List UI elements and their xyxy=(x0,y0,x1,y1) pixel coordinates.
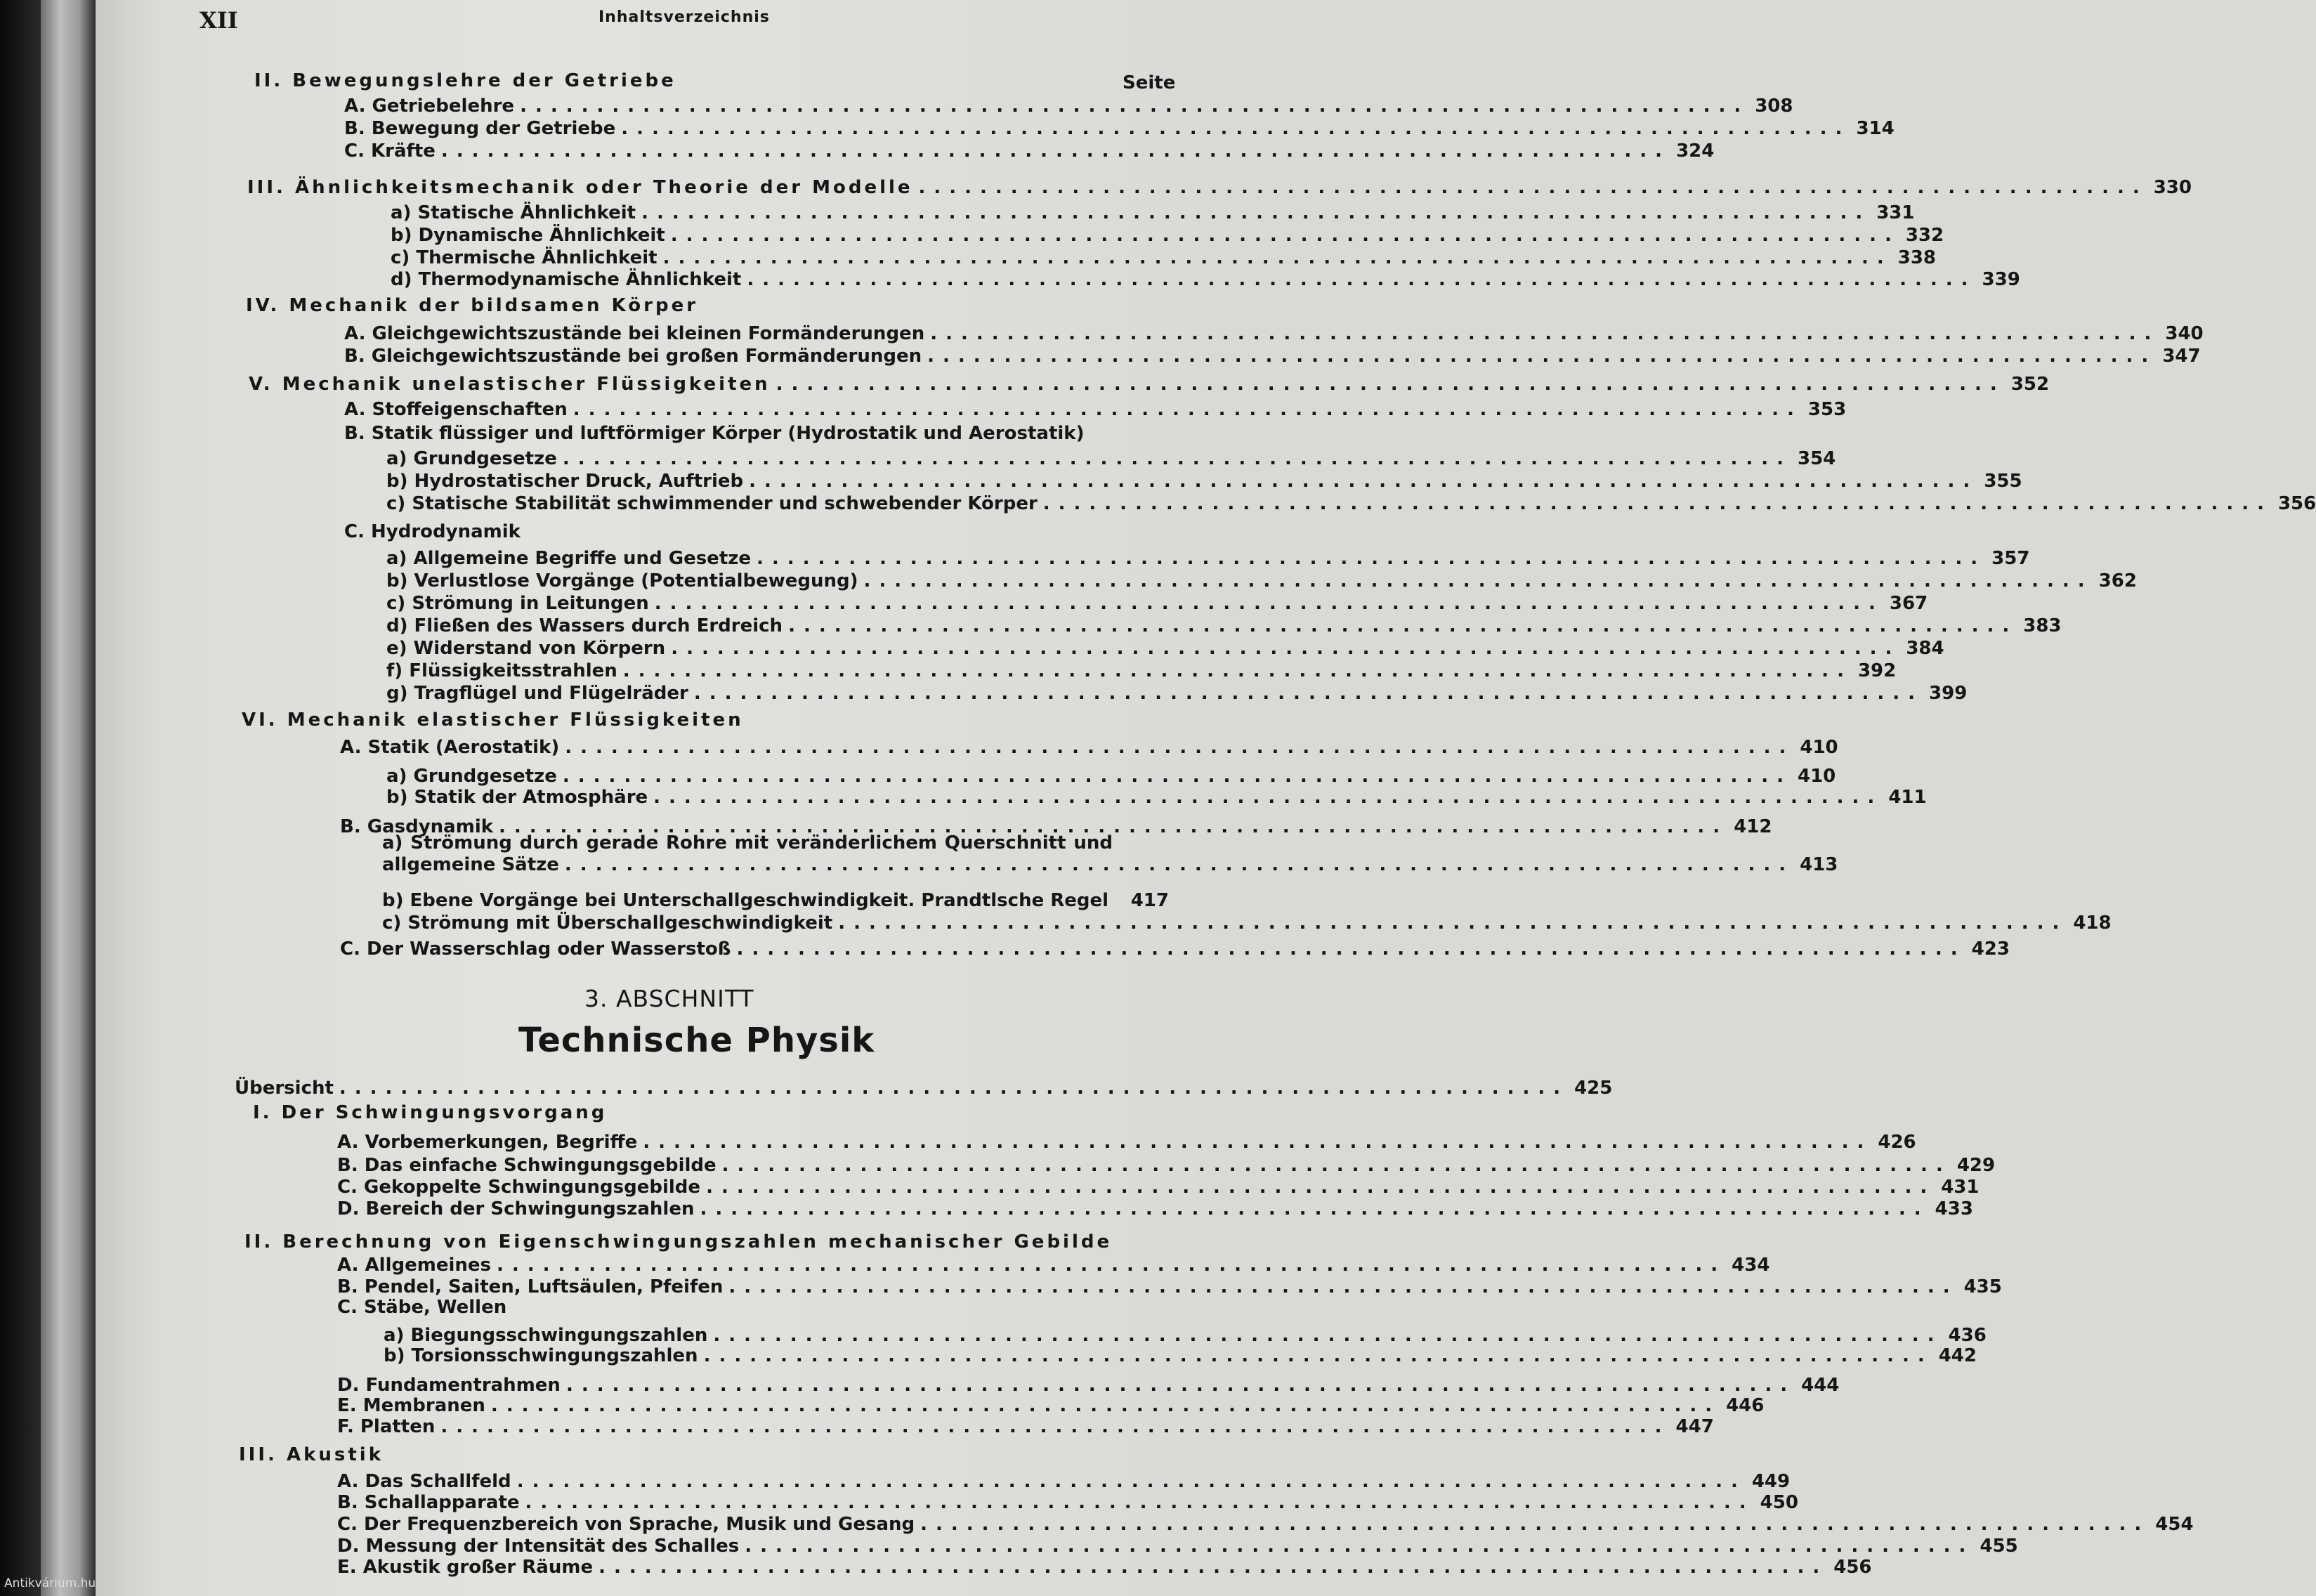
toc-entry-label-line2: allgemeine Sätze xyxy=(382,854,559,875)
leader-dots: ................................................................................ xyxy=(339,1078,1569,1099)
toc-entry-page: 357 xyxy=(1991,548,2030,569)
toc-entry-label: A. Allgemeines xyxy=(337,1255,491,1276)
toc-heading: III. Akustik xyxy=(239,1444,384,1465)
leader-dots: ................................................................................ xyxy=(703,1345,1933,1366)
toc-entry-page: 332 xyxy=(1905,225,1944,246)
leader-dots: ................................................................................ xyxy=(643,1132,1873,1153)
toc-heading-entry xyxy=(249,372,2050,396)
toc-entry xyxy=(340,735,1838,759)
toc-entry-label: a) Statische Ähnlichkeit xyxy=(391,202,636,223)
toc-entry xyxy=(337,1153,1996,1177)
leader-dots: ................................................................................ xyxy=(920,1514,2150,1535)
toc-entry-label-line1: a) Strömung durch gerade Rohre mit veränderlichem Querschnitt und xyxy=(382,832,1113,853)
leader-dots: ................................................................................ xyxy=(564,854,1795,875)
leader-dots: ................................................................................ xyxy=(562,766,1792,787)
toc-entry-label: B. Schallapparate xyxy=(337,1492,520,1513)
toc-entry-label: b) Statik der Atmosphäre xyxy=(386,787,648,808)
toc-entry xyxy=(337,1253,1770,1277)
toc-entry xyxy=(391,201,1915,225)
toc-entry xyxy=(337,1197,1973,1221)
leader-dots: ................................................................................ xyxy=(499,816,1729,837)
toc-entry-wrapped xyxy=(382,832,1838,876)
toc-entry-label: B. Bewegung der Getriebe xyxy=(344,118,616,139)
leader-dots: ................................................................................ xyxy=(776,374,2006,395)
toc-entry xyxy=(344,94,1793,118)
toc-entry xyxy=(337,1175,1980,1199)
leader-dots: ................................................................................ xyxy=(728,1276,1958,1297)
leader-dots: ................................................................................ xyxy=(440,140,1671,162)
leader-dots: ................................................................................ xyxy=(838,913,2068,934)
toc-entry-label: F. Platten xyxy=(337,1416,436,1437)
leader-dots: ................................................................................ xyxy=(662,247,1892,268)
toc-entry-page: 338 xyxy=(1897,247,1937,268)
toc-entry-label: D. Fundamentrahmen xyxy=(337,1375,561,1396)
toc-entry-label: D. Messung der Intensität des Schalles xyxy=(337,1536,740,1557)
toc-heading: II. Bewegungslehre der Getriebe xyxy=(254,70,676,91)
toc-heading: VI. Mechanik elastischer Flüssigkeiten xyxy=(242,709,744,731)
toc-entry-page: 330 xyxy=(2153,177,2192,198)
book-binding xyxy=(0,0,41,1596)
toc-entry xyxy=(344,421,1169,445)
leader-dots: ................................................................................ xyxy=(641,202,1871,223)
leader-dots: ................................................................................ xyxy=(520,96,1750,117)
toc-entry xyxy=(344,139,1715,163)
toc-heading: II. Berechnung von Eigenschwingungszahlen mechanischer Gebilde xyxy=(244,1231,1113,1252)
toc-entry-page: 446 xyxy=(1726,1395,1765,1416)
toc-entry-label: C. Stäbe, Wellen xyxy=(337,1297,507,1318)
toc-entry-label: A. Gleichgewichtszustände bei kleinen Formänderungen xyxy=(344,323,925,344)
toc-entry-page: 411 xyxy=(1888,787,1927,808)
toc-entry-label: C. Der Wasserschlag oder Wasserstoß xyxy=(340,938,731,960)
toc-entry xyxy=(384,1344,1977,1368)
leader-dots: ................................................................................ xyxy=(440,1416,1670,1437)
leader-dots: ................................................................................ xyxy=(562,448,1792,469)
leader-dots: ................................................................................ xyxy=(654,593,1884,614)
toc-entry-page: 367 xyxy=(1889,593,1928,614)
leader-dots: ................................................................................ xyxy=(573,399,1803,420)
leader-dots: ................................................................................ xyxy=(700,1198,1930,1219)
toc-entry-page: 436 xyxy=(1948,1325,1987,1346)
leader-dots: ................................................................................ xyxy=(516,1471,1746,1492)
leader-dots: ................................................................................ xyxy=(757,548,1987,569)
leader-dots: ................................................................................ xyxy=(1042,493,2272,514)
toc-entry xyxy=(386,614,2062,638)
toc-entry-label: a) Grundgesetze xyxy=(386,766,557,787)
toc-entry-page: 442 xyxy=(1938,1345,1977,1366)
toc-entry-label: C. Der Frequenzbereich von Sprache, Musik und Gesang xyxy=(337,1514,915,1535)
toc-entry-page: 331 xyxy=(1876,202,1915,223)
leader-dots: ................................................................................ xyxy=(565,1375,1796,1396)
toc-entry-page: 426 xyxy=(1878,1132,1916,1153)
leader-dots: ................................................................................ xyxy=(671,638,1901,659)
toc-entry-label: D. Bereich der Schwingungszahlen xyxy=(337,1198,695,1219)
leader-dots: ................................................................................ xyxy=(749,471,1979,492)
toc-entry-label: b) Torsionsschwingungszahlen xyxy=(384,1345,698,1366)
toc-entry-label: B. Gleichgewichtszustände bei großen Formänderungen xyxy=(344,346,922,367)
toc-entry-label: III. Ähnlichkeitsmechanik oder Theorie der Modelle xyxy=(247,177,913,198)
toc-entry-page: 429 xyxy=(1956,1155,1996,1176)
toc-entry-page: 454 xyxy=(2155,1514,2194,1535)
toc-entry xyxy=(391,246,1937,270)
leader-dots: ................................................................................ xyxy=(653,787,1883,808)
toc-entry-page: 418 xyxy=(2073,913,2112,934)
leader-dots: ................................................................................ xyxy=(496,1255,1727,1276)
toc-entry xyxy=(344,520,1169,544)
toc-entry xyxy=(386,659,1897,683)
toc-entry-page: 384 xyxy=(1906,638,1944,659)
toc-entry-label: C. Hydrodynamik xyxy=(344,521,521,542)
toc-entry xyxy=(344,398,1847,421)
toc-entry-page: 355 xyxy=(1984,471,2022,492)
leader-dots: ................................................................................ xyxy=(918,177,2148,198)
leader-dots: ................................................................................ xyxy=(706,1177,1936,1198)
toc-entry xyxy=(386,764,1836,788)
toc-entry-page: 399 xyxy=(1929,683,1968,704)
toc-entry xyxy=(386,447,1836,471)
toc-entry-page: 413 xyxy=(1800,854,1838,875)
toc-entry xyxy=(337,1295,1169,1319)
toc-entry-page: 353 xyxy=(1807,399,1847,420)
toc-entry-page: 434 xyxy=(1732,1255,1770,1276)
toc-entry-label: B. Statik flüssiger und luftförmiger Körper (Hydrostatik und Aerostatik) xyxy=(344,423,1085,444)
toc-entry-label: A. Das Schallfeld xyxy=(337,1471,511,1492)
toc-entry-page: 425 xyxy=(1574,1078,1613,1099)
toc-entry-label: b) Ebene Vorgänge bei Unterschallgeschwindigkeit. Prandtlsche Regel xyxy=(382,890,1109,911)
toc-entry-label: V. Mechanik unelastischer Flüssigkeiten xyxy=(249,374,771,395)
toc-entry-label: f) Flüssigkeitsstrahlen xyxy=(386,660,617,681)
toc-entry xyxy=(344,344,2201,368)
leader-dots: ................................................................................ xyxy=(713,1325,1943,1346)
toc-entry-page: 431 xyxy=(1941,1177,1980,1198)
page-number: XII xyxy=(199,7,238,34)
toc-entry-page: 308 xyxy=(1755,96,1793,117)
section-title: Technische Physik xyxy=(518,1021,875,1060)
leader-dots: ................................................................................ xyxy=(930,323,2160,344)
running-head: Inhaltsverzeichnis xyxy=(598,8,770,26)
toc-entry-label: Übersicht xyxy=(235,1078,334,1099)
toc-entry xyxy=(386,591,1928,615)
toc-entry-label: A. Stoffeigenschaften xyxy=(344,399,568,420)
toc-entry-label: A. Getriebelehre xyxy=(344,96,515,117)
leader-dots: ................................................................................ xyxy=(598,1557,1828,1578)
toc-entry-label: c) Strömung in Leitungen xyxy=(386,593,649,614)
toc-entry-label: B. Gasdynamik xyxy=(340,816,494,837)
toc-entry xyxy=(386,636,1944,660)
toc-entry-page: 450 xyxy=(1760,1492,1798,1513)
toc-entry-label: g) Tragflügel und Flügelräder xyxy=(386,683,688,704)
toc-entry-page: 412 xyxy=(1734,816,1772,837)
toc-heading: I. Der Schwingungsvorgang xyxy=(253,1102,608,1123)
toc-entry-page: 456 xyxy=(1833,1557,1872,1578)
toc-entry-label: c) Thermische Ähnlichkeit xyxy=(391,247,657,268)
toc-entry-page: 314 xyxy=(1856,118,1895,139)
toc-entry xyxy=(337,1512,2194,1536)
toc-entry-page: 324 xyxy=(1676,140,1715,162)
toc-entry xyxy=(391,223,1944,247)
toc-entry-label: E. Akustik großer Räume xyxy=(337,1557,594,1578)
toc-entry xyxy=(337,1470,1791,1493)
leader-dots: ................................................................................ xyxy=(490,1395,1721,1416)
page-gutter xyxy=(41,0,96,1596)
toc-entry-page: 383 xyxy=(2023,615,2062,636)
toc-entry-label: c) Strömung mit Überschallgeschwindigkeit xyxy=(382,913,833,934)
toc-entry-page: 417 xyxy=(1130,890,1169,911)
leader-dots: ................................................................................ xyxy=(747,269,1977,290)
toc-entry-page: 392 xyxy=(1857,660,1897,681)
toc-entry xyxy=(391,268,2020,292)
toc-entry xyxy=(337,1394,1765,1418)
toc-entry-label: C. Kräfte xyxy=(344,140,436,162)
toc-entry-label: d) Thermodynamische Ähnlichkeit xyxy=(391,269,742,290)
toc-entry-page: 449 xyxy=(1751,1471,1791,1492)
toc-entry xyxy=(386,569,2137,593)
toc-entry-page: 444 xyxy=(1801,1375,1840,1396)
toc-entry-label: c) Statische Stabilität schwimmender und schwebender Körper xyxy=(386,493,1038,514)
toc-entry xyxy=(337,1534,2018,1558)
leader-dots: ................................................................................ xyxy=(745,1536,1975,1557)
leader-dots: ................................................................................ xyxy=(621,118,1851,139)
toc-entry-page: 347 xyxy=(2162,346,2201,367)
toc-entry-page: 447 xyxy=(1675,1416,1714,1437)
toc-entry-label: A. Statik (Aerostatik) xyxy=(340,737,560,758)
toc-entry xyxy=(382,889,1169,913)
toc-entry xyxy=(337,1415,1714,1439)
toc-entry-page: 410 xyxy=(1800,737,1838,758)
toc-entry-label: C. Gekoppelte Schwingungsgebilde xyxy=(337,1177,701,1198)
toc-entry-page: 455 xyxy=(1980,1536,2018,1557)
toc-entry-label: e) Widerstand von Körpern xyxy=(386,638,666,659)
toc-entry xyxy=(337,1130,1916,1154)
toc-entry-page: 339 xyxy=(1982,269,2020,290)
toc-entry-page: 340 xyxy=(2165,323,2204,344)
toc-entry xyxy=(386,681,1968,705)
leader-dots: ................................................................................ xyxy=(525,1492,1755,1513)
leader-dots: ................................................................................ xyxy=(565,737,1795,758)
toc-entry xyxy=(386,547,2030,570)
toc-entry xyxy=(386,469,2022,493)
toc-entry-label: a) Biegungsschwingungszahlen xyxy=(384,1325,708,1346)
toc-entry-label: B. Pendel, Saiten, Luftsäulen, Pfeifen xyxy=(337,1276,724,1297)
toc-entry-label: E. Membranen xyxy=(337,1395,485,1416)
leader-dots: ................................................................................ xyxy=(670,225,1900,246)
toc-heading: IV. Mechanik der bildsamen Körper xyxy=(246,295,699,316)
leader-dots: ................................................................................ xyxy=(788,615,2018,636)
toc-entry-label: b) Dynamische Ähnlichkeit xyxy=(391,225,665,246)
toc-entry-label: b) Hydrostatischer Druck, Auftrieb xyxy=(386,471,744,492)
leader-dots: ................................................................................ xyxy=(863,570,2093,591)
toc-entry-page: 356 xyxy=(2277,493,2316,514)
toc-entry-page: 423 xyxy=(1971,938,2010,960)
toc-entry xyxy=(382,911,2112,935)
toc-entry xyxy=(344,117,1895,140)
section-number: 3. ABSCHNITT xyxy=(584,985,754,1012)
leader-dots: ................................................................................ xyxy=(622,660,1852,681)
toc-entry-page: 433 xyxy=(1935,1198,1973,1219)
toc-entry xyxy=(340,937,2010,961)
toc-entry-page: 410 xyxy=(1797,766,1836,787)
leader-dots: ................................................................................ xyxy=(721,1155,1951,1176)
toc-entry-page: 354 xyxy=(1797,448,1836,469)
watermark: Antikvárium.hu xyxy=(4,1576,96,1590)
toc-entry xyxy=(337,1491,1798,1515)
toc-entry-page: 362 xyxy=(2098,570,2137,591)
seite-column-label: Seite xyxy=(1123,72,1176,93)
toc-heading-entry xyxy=(247,176,2192,200)
toc-entry-label: a) Allgemeine Begriffe und Gesetze xyxy=(386,548,752,569)
leader-dots: ................................................................................ xyxy=(927,346,2157,367)
toc-entry-label: A. Vorbemerkungen, Begriffe xyxy=(337,1132,638,1153)
toc-entry-page: 435 xyxy=(1963,1276,2002,1297)
toc-entry-label: B. Das einfache Schwingungsgebilde xyxy=(337,1155,717,1176)
toc-entry xyxy=(344,322,2204,346)
toc-entry xyxy=(386,492,2316,516)
leader-dots: ................................................................................ xyxy=(736,938,1966,960)
toc-entry-label: d) Fließen des Wassers durch Erdreich xyxy=(386,615,783,636)
toc-entry xyxy=(337,1555,1872,1579)
toc-entry xyxy=(235,1076,1613,1100)
leader-dots: ................................................................................ xyxy=(693,683,1924,704)
toc-entry xyxy=(386,785,1927,809)
toc-entry-page: 352 xyxy=(2010,374,2050,395)
toc-entry-label: a) Grundgesetze xyxy=(386,448,557,469)
toc-entry-label: b) Verlustlose Vorgänge (Potentialbewegung) xyxy=(386,570,858,591)
